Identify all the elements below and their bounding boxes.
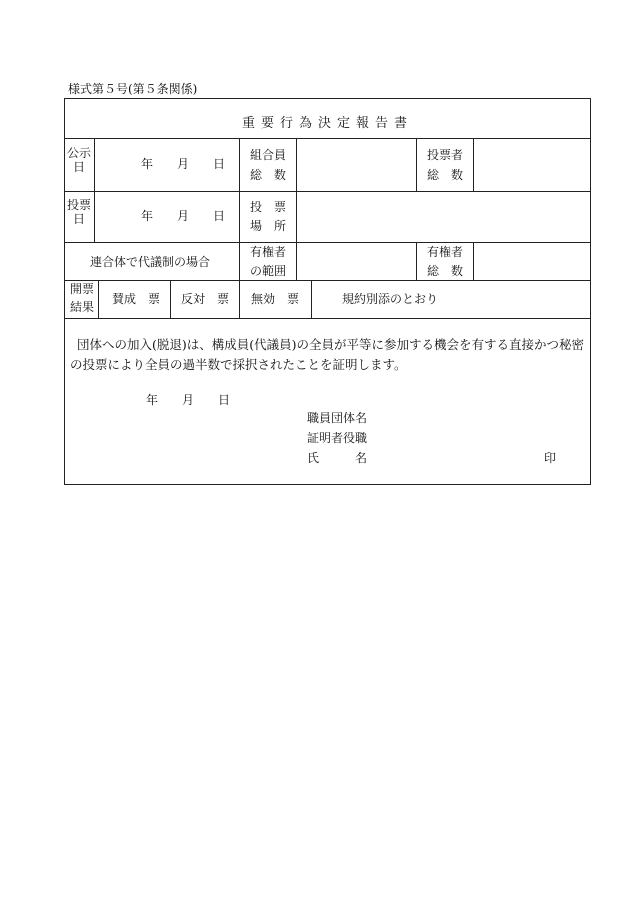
row-divider: [65, 280, 590, 281]
col-divider: [239, 280, 240, 318]
federation-label: 連合体で代議制の場合: [90, 255, 211, 269]
union-members-label-1: 組合員: [250, 148, 287, 162]
vote-date-value: 年 月 日: [141, 209, 226, 223]
col-divider: [239, 138, 240, 280]
voting-place-label-2: 場 所: [250, 219, 287, 233]
result-label-2: 結果: [70, 300, 95, 314]
rule-note: 規約別添のとおり: [342, 292, 439, 306]
eligible-total-label-2: 総 数: [427, 264, 464, 278]
votes-against-label: 反対 票: [181, 292, 230, 306]
col-divider: [94, 138, 95, 242]
announcement-date-label: 公示日: [67, 146, 92, 174]
form-title: 重要行為決定報告書: [241, 116, 413, 131]
report-form: [64, 98, 591, 485]
certification-text: 団体への加入(脱退)は、構成員(代議員)の全員が平等に参加する機会を有する直接かつ秘密の投票により全員の過半数で採択されたことを証明します。: [70, 337, 585, 372]
voting-place-label-1: 投 票: [250, 200, 287, 214]
certifier-title-label: 証明者役職: [307, 431, 368, 445]
announcement-date-value: 年 月 日: [141, 157, 226, 171]
result-label-1: 開票: [70, 282, 95, 296]
eligible-range-label-2: の範囲: [250, 264, 287, 278]
vote-date-label: 投票日: [67, 198, 92, 226]
seal-label: 印: [544, 451, 557, 465]
col-divider: [473, 242, 474, 280]
voters-total-label-1: 投票者: [427, 148, 464, 162]
votes-for-label: 賛成 票: [112, 292, 161, 306]
row-divider: [65, 318, 590, 319]
name-label: 氏 名: [307, 451, 368, 465]
row-divider: [65, 191, 590, 192]
col-divider: [98, 280, 99, 318]
eligible-total-label-1: 有権者: [427, 245, 464, 259]
org-name-label: 職員団体名: [307, 411, 368, 425]
col-divider: [296, 138, 297, 280]
row-divider: [65, 242, 590, 243]
row-divider: [65, 138, 590, 139]
voters-total-label-2: 総 数: [427, 168, 464, 182]
union-members-label-2: 総 数: [250, 168, 287, 182]
col-divider: [416, 138, 417, 191]
eligible-range-label-1: 有権者: [250, 245, 287, 259]
col-divider: [311, 280, 312, 318]
col-divider: [416, 242, 417, 280]
col-divider: [170, 280, 171, 318]
col-divider: [473, 138, 474, 191]
form-number-label: 様式第５号(第５条関係): [68, 82, 198, 96]
certification-date: 年 月 日: [146, 393, 231, 407]
votes-invalid-label: 無効 票: [251, 292, 300, 306]
